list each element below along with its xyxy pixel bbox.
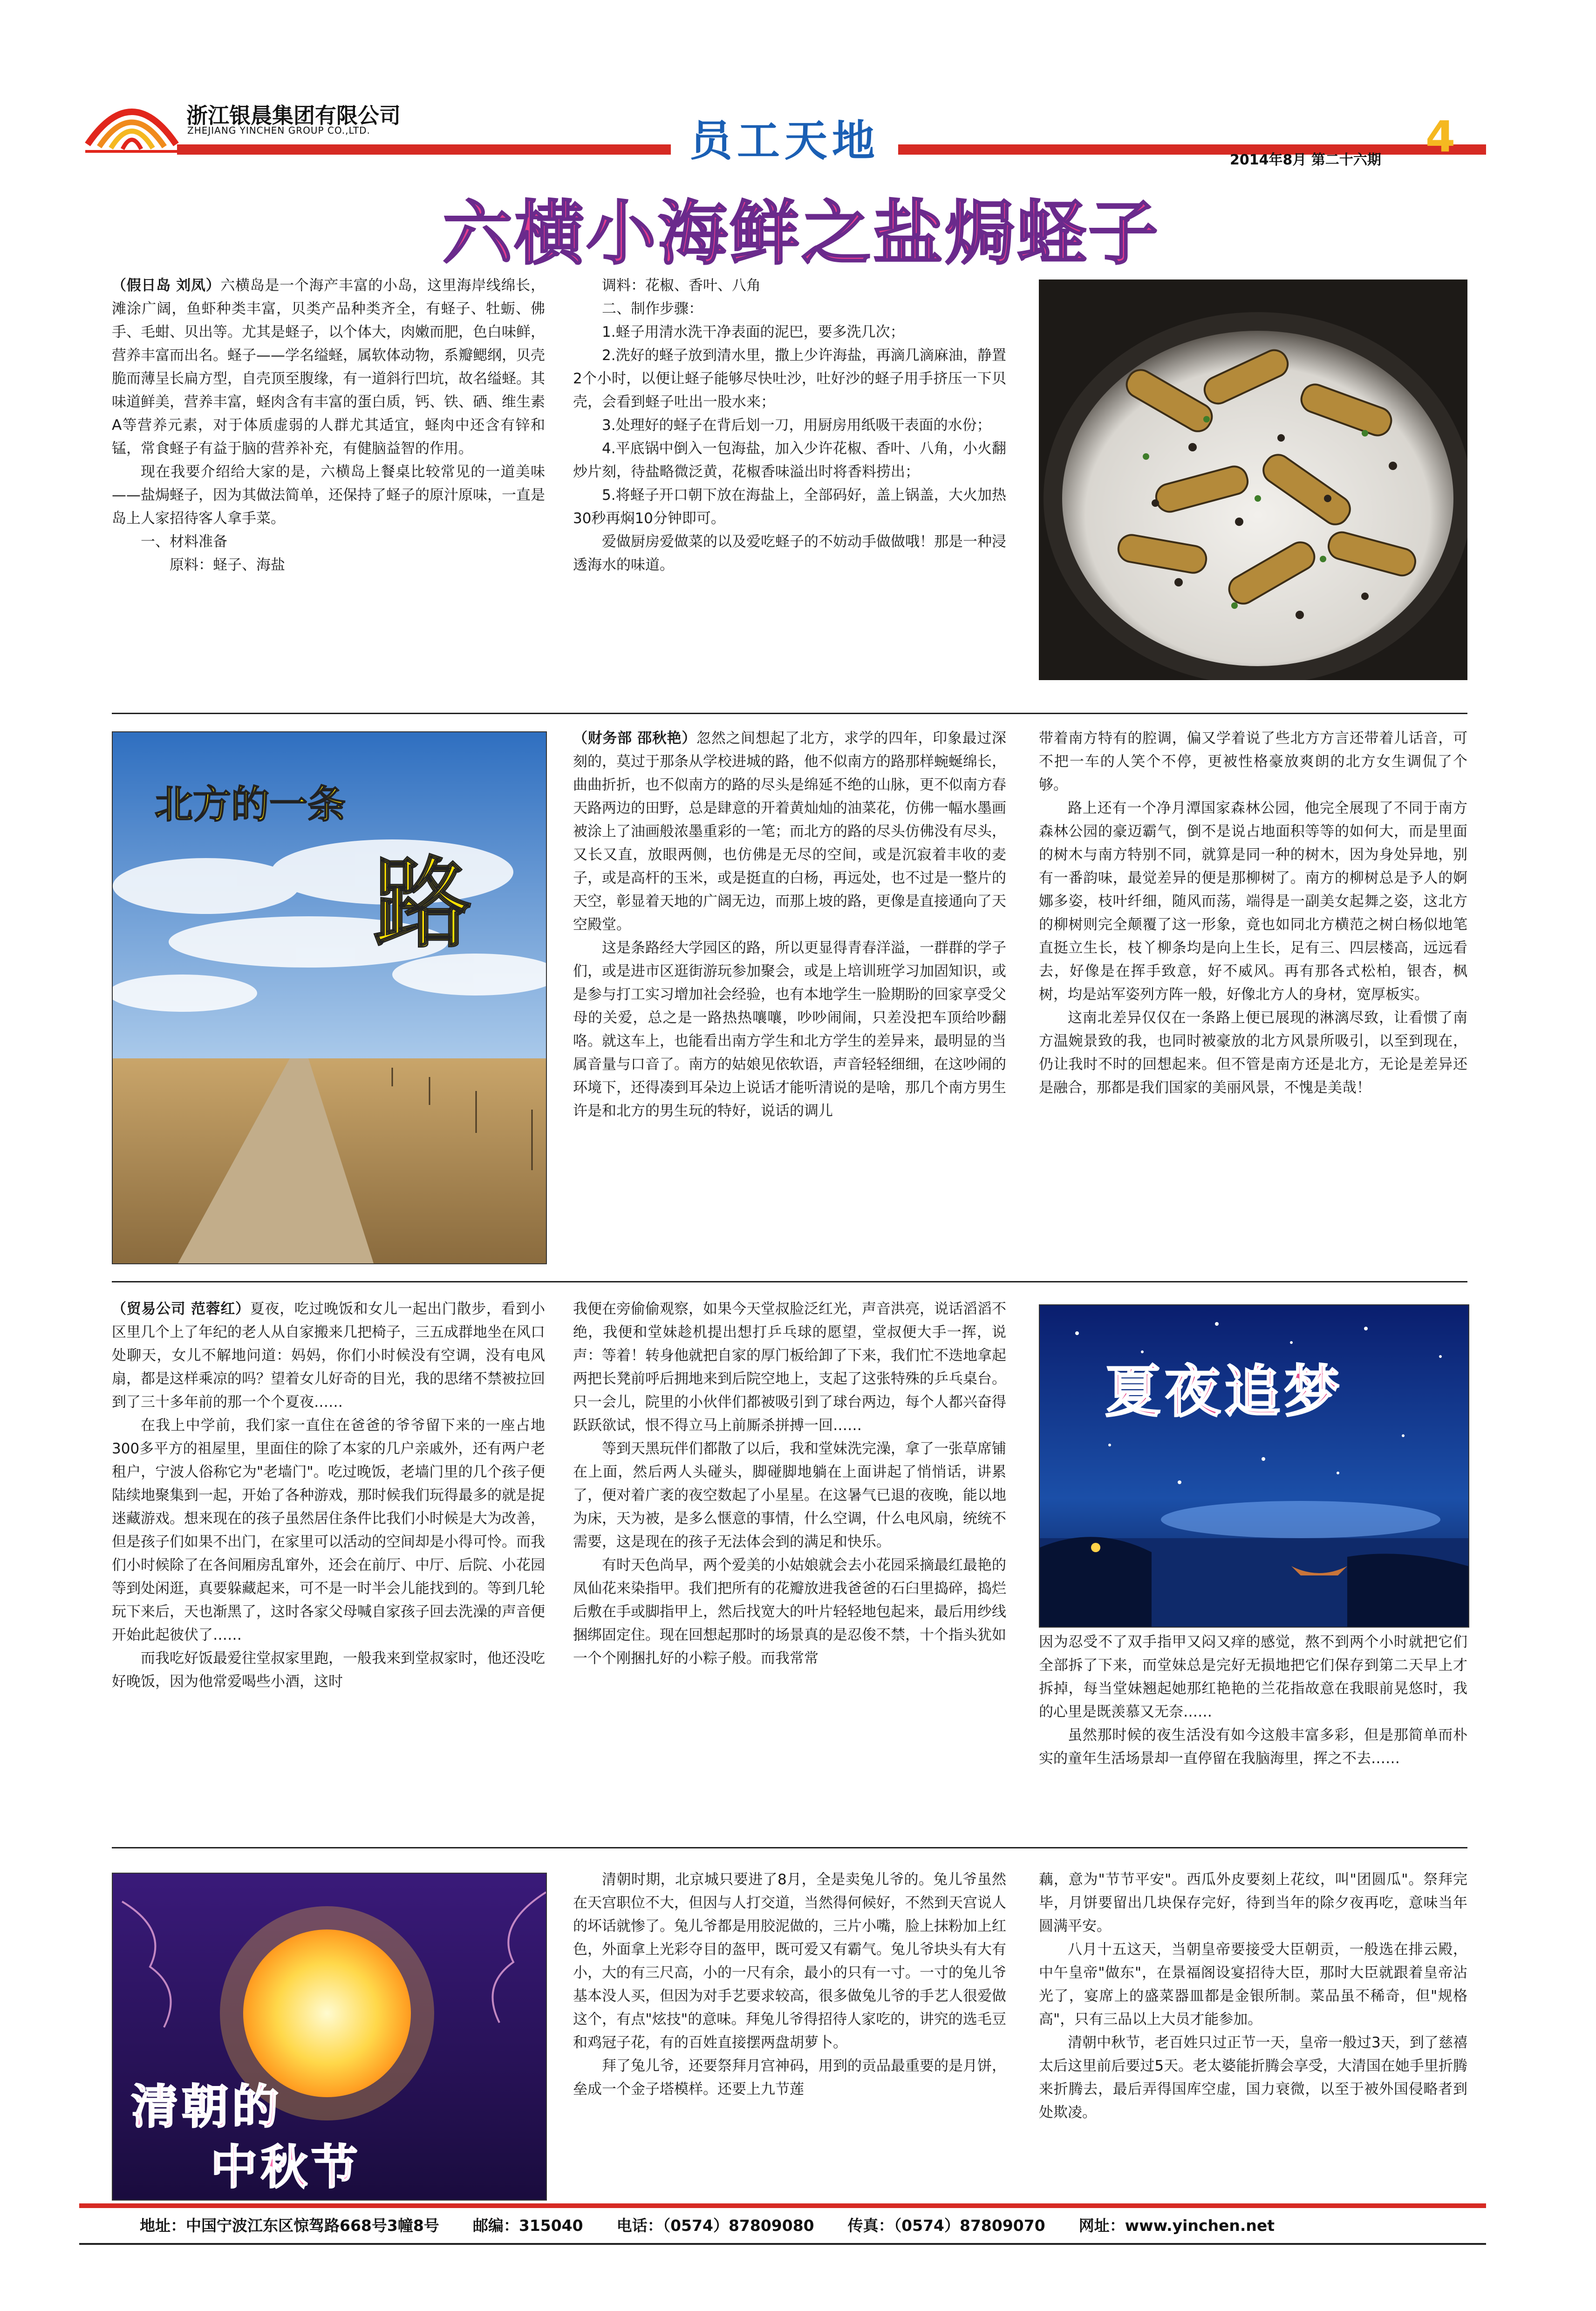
article1-byline: （假日岛 刘凤） — [112, 277, 221, 294]
article2-col1: （财务部 邵秋艳）忽然之间想起了北方，求学的四年，印象最过深刻的，莫过于那条从学校进城的路，他不似南方的路那样蜿蜒绵长，曲曲折折，也不似南方的路的尽头是绵延不绝的山脉，更不似南方春天路两边的田野，总是肆意的开着黄灿灿的油菜花，仿佛一幅水墨画被涂上了油画般浓墨重彩的一笔；而北方的路的尽头仿佛没有尽头，又长又直，放眼两侧，也仿佛是无尽的空间，或是沉寂着丰收的麦子，或是高杆的玉米，或是挺直的白杨，再远处，也不过是一整片的天空，彰显着天地的广阔无边，而那上坡的路，更像是直接通向了天空殿堂。 这是条路经大学园区的路，所以更显得青春洋溢，一群群的学子们，或是进市区逛街游玩参加聚会，或是上培训班学习加固知识，或是参与打工实习增加社会经验，也有本地学生一脸期盼的回家享受父母的关爱，总之是一路热热嚷嚷，吵吵闹闹，只差没把车顶给吵翻咯。就这车上，也能看出南方学生和北方学生的差异来，最明显的当属音量与口音了。南方的姑娘见依软语，声音轻轻细细，在这吵闹的环境下，还得凑到耳朵边上说话才能听清说的是啥，那几个南方男生许是和北方的男生玩的特好，说话的调儿 — [573, 730, 1006, 1119]
footer-fax: 传真：（0574）87809070 — [847, 2216, 1045, 2235]
mid-autumn-photo — [112, 1873, 547, 2201]
company-name-en: ZHEJIANG YINCHEN GROUP CO.,LTD. — [187, 125, 370, 136]
article2-byline: （财务部 邵秋艳） — [573, 730, 697, 747]
article1-col1: （假日岛 刘凤）六横岛是一个海产丰富的小岛，这里海岸线绵长，滩涂广阔，鱼虾种类丰富，贝类产品种类齐全，有蛏子、牡蛎、佛手、毛蚶、贝出等。尤其是蛏子，以个体大，肉嫩而肥，色白味鲜，营养丰富而出名。蛏子——学名缢蛏，属软体动物，系瓣鳃纲，贝壳脆而薄呈长扁方型，自壳顶至腹缘，有一道斜行凹坑，故名缢蛏。其味道鲜美，营养丰富，蛏肉含有丰富的蛋白质，钙、铁、硒、维生素A等营养元素，对于体质虚弱的人群尤其适宜，蛏肉中还含有锌和锰，常食蛏子有益于脑的营养补充，有健脑益智的作用。 现在我要介绍给大家的是，六横岛上餐桌比较常见的一道美味——盐焗蛏子，因为其做法简单，还保持了蛏子的原汁原味，一直是岛上人家招待客人拿手菜。 一、材料准备 原料：蛏子、海盐 — [112, 277, 546, 573]
divider-2 — [112, 1281, 1467, 1282]
article4-col1: 清朝时期，北京城只要进了8月，全是卖兔儿爷的。兔儿爷虽然在天宫职位不大，但因与人打交道，当然得何候好，不然到天宫说人的坏话就惨了。兔儿爷都是用胶泥做的，三片小嘴，脸上抹粉加上红色，外面拿上光彩夺目的盔甲，既可爱又有霸气。兔儿爷块头有大有小，大的有三尺高，小的一尺有余，最小的只有一寸。一寸的兔儿爷基本没人买，但因为对手艺要求较高，很多做兔儿爷的手艺人很爱做这个，有点"炫技"的意味。拜兔儿爷得招待人家吃的，讲究的选毛豆和鸡冠子花，有的百姓直接摆两盘胡萝卜。 拜了兔儿爷，还要祭拜月宫神码，用到的贡品最重要的是月饼，垒成一个金子塔模样。还要上九节莲 — [573, 1871, 1006, 2098]
article1-col2: 调料：花椒、香叶、八角 二、制作步骤： 1.蛏子用清水洗干净表面的泥巴，要多洗几次； 2.洗好的蛏子放到清水里，撒上少许海盐，再滴几滴麻油，静置2个小时，以便让蛏子能够尽快吐沙，吐好沙的蛏子用手挤压一下贝壳，会看到蛏子吐出一股水来； 3.处理好的蛏子在背后划一刀，用厨房用纸吸干表面的水份； 4.平底锅中倒入一包海盐，加入少许花椒、香叶、八角，小火翻炒片刻，待盐略微泛黄，花椒香味溢出时将香料捞出； 5.将蛏子开口朝下放在海盐上，全部码好，盖上锅盖，大火加热30秒再焖10分钟即可。 爱做厨房爱做菜的以及爱吃蛏子的不妨动手做做哦！那是一种浸透海水的味道。 — [573, 277, 1006, 573]
divider-3 — [112, 1847, 1467, 1848]
footer-phone: 电话：（0574）87809080 — [616, 2216, 814, 2235]
summer-title: 夏夜追梦 — [1105, 1360, 1344, 1425]
section-title: 员工天地 — [671, 116, 898, 167]
razor-clam-photo — [1039, 280, 1467, 680]
summer-night-photo — [1039, 1304, 1469, 1628]
footer-info — [140, 2214, 1463, 2236]
article3-col3: 因为忍受不了双手指甲又闷又痒的感觉，熬不到两个小时就把它们全部拆了下来，而堂妹总是完好无损地把它们保存到第二天早上才拆掉，每当堂妹翘起她那红艳艳的兰花指故意在我眼前晃悠时，我的心里是既羡慕又无奈…… 虽然那时候的夜生活没有如今这般丰富多彩，但是那简单而朴实的童年生活场景却一直停留在我脑海里，挥之不去…… — [1039, 1634, 1467, 1767]
footer-bottom-line — [79, 2243, 1486, 2245]
footer-postcode: 邮编：315040 — [472, 2216, 583, 2235]
road-photo — [112, 731, 547, 1264]
divider-1 — [112, 713, 1467, 714]
road-title-line1: 北方的一条 — [155, 783, 346, 827]
issue-label: 2014年8月 第二十六期 — [1230, 152, 1381, 168]
company-logo — [83, 89, 181, 158]
article1-title: 六横小海鲜之盐焗蛏子 — [443, 193, 1160, 274]
article4-col2: 藕，意为"节节平安"。西瓜外皮要刻上花纹，叫"团圆瓜"。祭拜完毕，月饼要留出几块保存完好，待到当年的除夕夜再吃，意味当年圆满平安。 八月十五这天，当朝皇帝要接受大臣朝贡，一般选在排云殿，中午皇帝"做东"，在景福阁设宴招待大臣，那时大臣就跟着皇帝沾光了，宴席上的盛菜器皿都是金银所制。菜品虽不稀奇，但"规格高"，只有三品以上大员才能参加。 清朝中秋节，老百姓只过正节一天，皇帝一般过3天，到了慈禧太后这里前后要过5天。老太婆能折腾会享受，大清国在她手里折腾来折腾去，最后弄得国库空虚，国力衰微，以至于被外国侵略者到处欺凌。 — [1039, 1871, 1467, 2121]
company-name-cn: 浙江银晨集团有限公司 — [186, 103, 401, 128]
page-number: 4 — [1425, 112, 1456, 162]
article3-col2: 我便在旁偷偷观察，如果今天堂叔脸泛红光，声音洪亮，说话滔滔不绝，我便和堂妹趁机提出想打乒乓球的愿望，堂叔便大手一挥，说声：等着！转身他就把自家的厚门板给卸了下来，我们忙不迭地拿起两把长凳前呼后拥地来到后院空地上，支起了这张特殊的乒乓桌台。只一会儿，院里的小伙伴们都被吸引到了球台两边，每个人都兴奋得跃跃欲试，恨不得立马上前厮杀拼搏一回…… 等到天黑玩伴们都散了以后，我和堂妹洗完澡，拿了一张草席铺在上面，然后两人头碰头，脚碰脚地躺在上面讲起了悄悄话，讲累了，便对着广袤的夜空数起了小星星。在这暑气已退的夜晚，能以地为床，天为被，是多么惬意的事情，什么空调，什么电风扇，统统不需要，这是现在的孩子无法体会到的满足和快乐。 有时天色尚早，两个爱美的小姑娘就会去小花园采摘最红最艳的凤仙花来染指甲。我们把所有的花瓣放进我爸爸的石臼里捣碎，捣烂后敷在手或脚指甲上，然后找宽大的叶片轻轻地包起来，最后用纱线捆绑固定住。现在回想起那时的场景真的是忍俊不禁，十个指头犹如一个个刚捆扎好的小粽子般。而我常常 — [573, 1301, 1006, 1667]
road-title-line2: 路 — [374, 847, 472, 961]
article3-byline: （贸易公司 范蓉红） — [112, 1301, 250, 1317]
masthead — [0, 0, 1596, 196]
article3-col1: （贸易公司 范蓉红）夏夜，吃过晚饭和女儿一起出门散步，看到小区里几个上了年纪的老人从自家搬来几把椅子，三五成群地坐在风口处聊天，女儿不解地问道：妈妈，你们小时候没有空调，没有电风扇，都是这样乘凉的吗？望着女儿好奇的目光，我的思绪不禁被拉回到了三十多年前的那一个个夏夜…… 在我上中学前，我们家一直住在爸爸的爷爷留下来的一座占地300多平方的祖屋里，里面住的除了本家的几户亲戚外，还有两户老租户，宁波人俗称它为"老墙门"。吃过晚饭，老墙门里的几个孩子便陆续地聚集到一起，开始了各种游戏，那时候我们玩得最多的就是捉迷藏游戏。想来现在的孩子虽然居住条件比我们小时候是大为改善，但是孩子们如果不出门，在家里可以活动的空间却是小得可怜。而我们小时候除了在各间厢房乱窜外，还会在前厅、中厅、后院、小花园等到处闲逛，真要躲藏起来，可不是一时半会儿能找到的。等到几轮玩下来后，天也渐黑了，这时各家父母喊自家孩子回去洗澡的声音便开始此起彼伏了…… 而我吃好饭最爱往堂叔家里跑，一般我来到堂叔家时，他还没吃好晚饭，因为他常爱喝些小酒，这时 — [112, 1301, 546, 1690]
article2-col2: 带着南方特有的腔调，偏又学着说了些北方方言还带着儿话音，可不把一车的人笑个不停，更被性格豪放爽朗的北方女生调侃了个够。 路上还有一个净月潭国家森林公园，他完全展现了不同于南方森林公园的豪迈霸气，倒不是说占地面积等等的如何大，而是里面的树木与南方特别不同，就算是同一种的树木，因为身处异地，别有一番韵味，最觉差异的便是那柳树了。南方的柳树总是予人的婀娜多姿，枝叶纤细，随风而荡，端得是一副美女起舞之姿，这北方的柳树则完全颠覆了这一形象，竟也如同北方横范之树白杨似地笔直挺立生长，枝丫柳条均是向上生长，足有三、四层楼高，远远看去，好像是在挥手致意，好不威风。再有那各式松柏，银杏，枫树，均是站军姿列方阵一般，好像北方人的身材，宽厚板实。 这南北差异仅仅在一条路上便已展现的淋漓尽致，让看惯了南方温婉景致的我，也同时被豪放的北方风景所吸引，以至到现在，仍让我时不时的回想起来。但不管是南方还是北方，无论是差异还是融合，那都是我们国家的美丽风景，不愧是美哉！ — [1039, 730, 1467, 1096]
footer-website[interactable]: 网址：www.yinchen.net — [1078, 2216, 1275, 2235]
footer-red-line — [79, 2203, 1486, 2208]
mid-autumn-title-line2: 中秋节 — [211, 2140, 361, 2195]
footer-address: 地址：中国宁波江东区惊驾路668号3幢8号 — [140, 2216, 439, 2235]
mid-autumn-title-line1: 清朝的 — [131, 2079, 282, 2134]
